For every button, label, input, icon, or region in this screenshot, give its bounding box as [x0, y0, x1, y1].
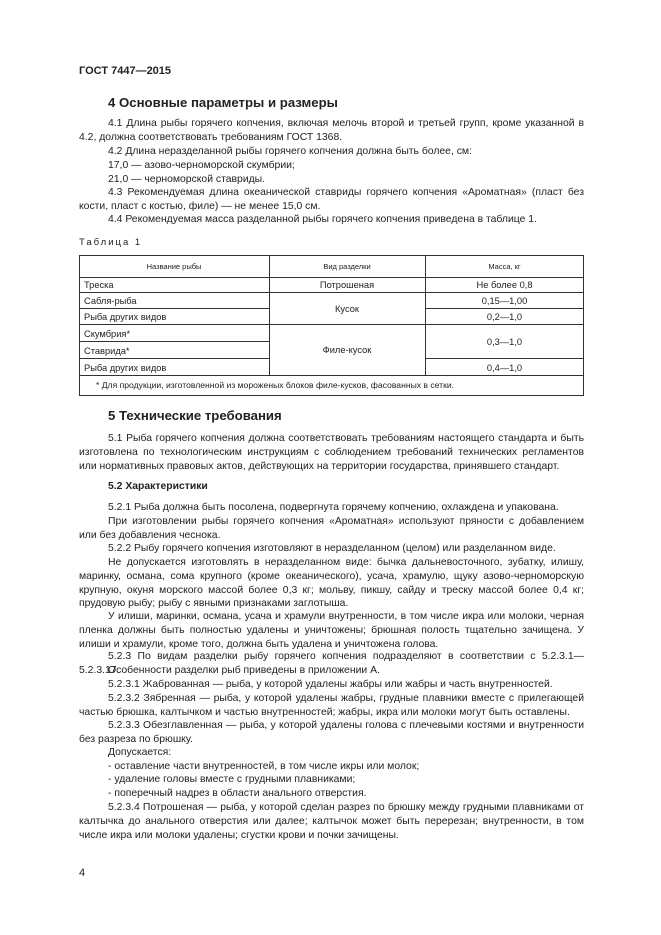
table-cell-fish: Рыба других видов: [84, 312, 167, 322]
paragraph-4-2: 4.2 Длина неразделанной рыбы горячего копчения должна быть более, см:: [108, 146, 472, 157]
paragraph-5-2-2-gutting: У илиши, маринки, османа, усача и храмули внутренности, в том числе икра или молоки, черная пленка должны быть полностью удалены и уничтожены; брюшная полость тщательно зачищена. У илиши и храмули, кроме того, должна быть удалена и уничтожена голова.: [79, 611, 584, 650]
table-header-mass: Масса, кг: [488, 262, 521, 271]
table-cell-mass: 0,2—1,0: [486, 312, 523, 322]
table-cell-cut: Филе-кусок: [322, 345, 372, 355]
paragraph-5-2-3: 5.2.3 По видам разделки рыбу горячего копчения подразделяют в соответствии с 5.2.3.1—5.2.3.17.: [79, 651, 584, 676]
paragraph-4-1: 4.1 Длина рыбы горячего копчения, включая мелочь второй и третьей групп, кроме указанной в 4.2, должна соответствовать требованиям ГОСТ 1368.: [79, 118, 584, 143]
list-item: - оставление части внутренностей, в том числе икры или молок;: [108, 761, 420, 772]
document-header: ГОСТ 7447—2015: [79, 65, 172, 77]
table-1: [79, 255, 584, 396]
table-cell-fish: Ставрида*: [84, 346, 130, 356]
table-cell-mass: 0,15—1,00: [481, 296, 528, 306]
table-cell-fish: Сабля-рыба: [84, 296, 137, 306]
paragraph-4-3: 4.3 Рекомендуемая длина океанической ставриды горячего копчения «Ароматная» (пласт без кости, пласт с костью, филе) — не менее 15,0 см.: [79, 187, 584, 212]
paragraph-4-4: 4.4 Рекомендуемая масса разделанной рыбы горячего копчения приведена в таблице 1.: [108, 214, 537, 225]
section-4-title: 4 Основные параметры и размеры: [108, 95, 338, 110]
table-footnote: * Для продукции, изготовленной из мороженых блоков филе-кусков, фасованных в сетки.: [96, 380, 455, 390]
paragraph-5-2-3-2: 5.2.3.2 Зябренная — рыба, у которой удалены жабры, грудные плавники вместе с прилегающей частью брюшка, калтычком и частью внутренностей; жабры, икра или молоки могут быть оставлены.: [79, 693, 584, 718]
list-item: - поперечный надрез в области анального отверстия.: [108, 788, 367, 799]
paragraph-5-2-2-exclusions: Не допускается изготовлять в неразделанном виде: бычка дальневосточного, зубатку, илишу, маринку, османа, сома крупного (кроме океанического), усача, храмулю, щуку азово-черноморскую крупную, окуня морского массой более 0,3 кг; мольву, пикшу, сайду и треску массой более 0,4 кг; прудовую рыбу; рыбу с явными признаками заглотыша.: [79, 557, 584, 610]
paragraph-5-2-3-3: 5.2.3.3 Обезглавленная — рыба, у которой удалены голова с плечевыми костями и внутренности без разреза по брюшку.: [79, 720, 584, 745]
paragraph-5-2-3-4: 5.2.3.4 Потрошеная — рыба, у которой сделан разрез по брюшку между грудными плавниками от калтычка до анального отверстия или далее; калтычок может быть перерезан; внутренности, в том числе икра или молоки удалены; сгустки крови и почки зачищены.: [79, 802, 584, 841]
table-cell-cut: Кусок: [335, 304, 359, 314]
table-header-fish-name: Название рыбы: [146, 262, 202, 271]
paragraph-5-2-1-note: При изготовлении рыбы горячего копчения «Ароматная» используют пряности с добавлением или без добавления чеснока.: [79, 516, 584, 541]
paragraph-5-2-1: 5.2.1 Рыба должна быть посолена, подвергнута горячему копчению, охлаждена и упакована.: [108, 502, 559, 513]
table-cell-fish: Рыба других видов: [84, 363, 167, 373]
table-caption: Таблица 1: [79, 237, 143, 248]
table-cell-mass: 0,4—1,0: [486, 363, 523, 373]
subsection-5-2-title: 5.2 Характеристики: [108, 481, 208, 492]
paragraph-5-1: 5.1 Рыба горячего копчения должна соответствовать требованиям настоящего стандарта и быть изготовлена по технологическим инструкциям с соблюдением требований технических регламентов или нормативных правовых актов, действующих на территории государства, принявшего стандарт.: [79, 433, 584, 472]
paragraph-5-2-2: 5.2.2 Рыбу горячего копчения изготовляют в неразделанном (целом) или разделанном виде.: [108, 543, 556, 554]
table-cell-mass: Не более 0,8: [476, 280, 533, 290]
table-cell-cut: Потрошеная: [319, 280, 375, 290]
table-cell-fish: Скумбрия*: [84, 329, 131, 339]
table-cell-mass: 0,3—1,0: [486, 337, 523, 347]
paragraph-5-2-3-1: 5.2.3.1 Жаброванная — рыба, у которой удалены жабры или жабры и часть внутренностей.: [108, 679, 553, 690]
list-item: - удаление головы вместе с грудными плавниками;: [108, 774, 356, 785]
table-cell-fish: Треска: [84, 280, 114, 290]
paragraph-5-2-3-note: Особенности разделки рыб приведены в приложении А.: [108, 665, 380, 676]
section-5-title: 5 Технические требования: [108, 408, 282, 423]
paragraph-4-2-item-2: 21,0 — черноморской ставриды.: [108, 174, 266, 185]
table-header-cut-type: Вид разделки: [323, 262, 371, 271]
paragraph-allowed: Допускается:: [108, 747, 172, 758]
paragraph-4-2-item-1: 17,0 — азово-черноморской скумбрии;: [108, 160, 295, 171]
page-number: 4: [79, 867, 86, 879]
